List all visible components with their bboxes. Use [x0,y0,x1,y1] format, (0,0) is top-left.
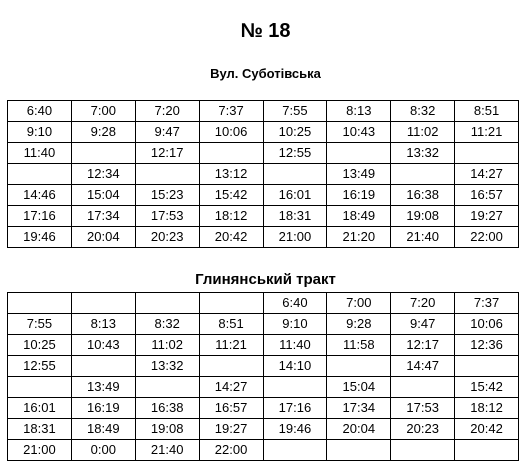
time-cell: 19:08 [135,419,199,440]
time-cell: 21:40 [391,227,455,248]
route-title: № 18 [240,20,291,42]
schedule-table-hlynianskyi-trakt [7,292,519,461]
time-cell: 8:13 [327,101,391,122]
time-cell: 21:20 [327,227,391,248]
time-cell: 18:12 [199,206,263,227]
time-cell: 20:04 [71,227,135,248]
time-cell: 15:42 [455,377,519,398]
time-cell: 20:42 [199,227,263,248]
time-cell [71,143,135,164]
time-cell: 20:42 [455,419,519,440]
time-cell: 13:32 [135,356,199,377]
time-cell: 17:53 [135,206,199,227]
time-cell: 11:02 [135,335,199,356]
time-cell: 22:00 [199,440,263,461]
table-row [8,143,519,164]
time-cell: 8:13 [71,314,135,335]
time-cell [71,356,135,377]
time-cell: 7:55 [263,101,327,122]
time-cell [327,440,391,461]
time-cell: 7:00 [71,101,135,122]
section-title-hlynianskyi-trakt: Глинянський тракт [195,271,336,288]
time-cell [8,164,72,185]
time-cell: 18:12 [455,398,519,419]
time-cell: 12:34 [71,164,135,185]
table-row [8,227,519,248]
time-cell [391,377,455,398]
time-cell [455,356,519,377]
time-cell: 13:49 [327,164,391,185]
time-cell: 21:00 [8,440,72,461]
time-cell: 16:19 [71,398,135,419]
time-cell [455,143,519,164]
time-cell: 14:27 [199,377,263,398]
time-cell: 16:01 [263,185,327,206]
time-cell: 21:40 [135,440,199,461]
time-cell: 14:10 [263,356,327,377]
table-row [8,440,519,461]
time-cell: 7:20 [391,293,455,314]
table-row [8,122,519,143]
time-cell: 15:04 [71,185,135,206]
time-cell [135,293,199,314]
time-cell [71,293,135,314]
time-cell: 9:28 [327,314,391,335]
time-cell: 19:08 [391,206,455,227]
time-cell: 20:04 [327,419,391,440]
time-cell: 16:01 [8,398,72,419]
time-cell: 11:21 [455,122,519,143]
time-cell [135,164,199,185]
time-cell: 14:27 [455,164,519,185]
time-cell: 8:51 [199,314,263,335]
time-cell: 18:31 [263,206,327,227]
time-cell: 19:46 [263,419,327,440]
time-cell: 13:49 [71,377,135,398]
time-cell [135,377,199,398]
time-cell: 11:02 [391,122,455,143]
time-cell: 9:10 [263,314,327,335]
time-cell [199,293,263,314]
time-cell: 14:46 [8,185,72,206]
time-cell: 10:25 [8,335,72,356]
time-cell: 8:32 [391,101,455,122]
time-cell: 11:40 [263,335,327,356]
time-cell [199,356,263,377]
time-cell: 9:28 [71,122,135,143]
time-cell: 7:20 [135,101,199,122]
time-cell: 12:17 [135,143,199,164]
time-cell: 7:00 [327,293,391,314]
time-cell: 16:57 [199,398,263,419]
time-cell: 14:47 [391,356,455,377]
time-cell: 15:23 [135,185,199,206]
time-cell: 17:16 [263,398,327,419]
time-cell: 7:55 [8,314,72,335]
table-row [8,293,519,314]
time-cell: 22:00 [455,227,519,248]
time-cell [8,377,72,398]
time-cell: 18:31 [8,419,72,440]
time-cell: 9:10 [8,122,72,143]
time-cell: 21:00 [263,227,327,248]
table-row [8,164,519,185]
time-cell: 16:57 [455,185,519,206]
time-cell: 20:23 [135,227,199,248]
time-cell: 12:36 [455,335,519,356]
time-cell: 17:34 [71,206,135,227]
time-cell: 10:06 [455,314,519,335]
time-cell: 20:23 [391,419,455,440]
time-cell [263,164,327,185]
time-cell: 19:27 [455,206,519,227]
table-row [8,419,519,440]
table-row [8,185,519,206]
time-cell: 10:06 [199,122,263,143]
time-cell: 13:12 [199,164,263,185]
time-cell [263,377,327,398]
time-cell [8,293,72,314]
table-row [8,335,519,356]
time-cell: 13:32 [391,143,455,164]
time-cell: 19:46 [8,227,72,248]
table-row [8,101,519,122]
time-cell: 6:40 [263,293,327,314]
time-cell: 9:47 [135,122,199,143]
table-row [8,314,519,335]
table-row [8,377,519,398]
time-cell: 6:40 [8,101,72,122]
time-cell: 8:32 [135,314,199,335]
time-cell: 10:25 [263,122,327,143]
time-cell: 12:55 [263,143,327,164]
time-cell: 18:49 [71,419,135,440]
time-cell: 15:42 [199,185,263,206]
time-cell: 17:16 [8,206,72,227]
time-cell: 16:38 [135,398,199,419]
time-cell: 19:27 [199,419,263,440]
time-cell [327,356,391,377]
time-cell: 17:34 [327,398,391,419]
schedule-table-subotivska [7,100,519,248]
time-cell: 12:55 [8,356,72,377]
time-cell: 8:51 [455,101,519,122]
time-cell: 10:43 [327,122,391,143]
time-cell: 11:40 [8,143,72,164]
table-row [8,356,519,377]
table-row [8,398,519,419]
time-cell: 16:19 [327,185,391,206]
time-cell: 15:04 [327,377,391,398]
time-cell: 0:00 [71,440,135,461]
time-cell: 7:37 [455,293,519,314]
time-cell: 10:43 [71,335,135,356]
section-title-subotivska: Вул. Суботівська [210,66,321,81]
time-cell: 7:37 [199,101,263,122]
time-cell: 9:47 [391,314,455,335]
time-cell [199,143,263,164]
time-cell [391,164,455,185]
time-cell: 11:58 [327,335,391,356]
time-cell: 12:17 [391,335,455,356]
table-row [8,206,519,227]
time-cell [391,440,455,461]
time-cell: 16:38 [391,185,455,206]
time-cell [263,440,327,461]
time-cell [455,440,519,461]
time-cell: 11:21 [199,335,263,356]
time-cell: 18:49 [327,206,391,227]
time-cell: 17:53 [391,398,455,419]
time-cell [327,143,391,164]
